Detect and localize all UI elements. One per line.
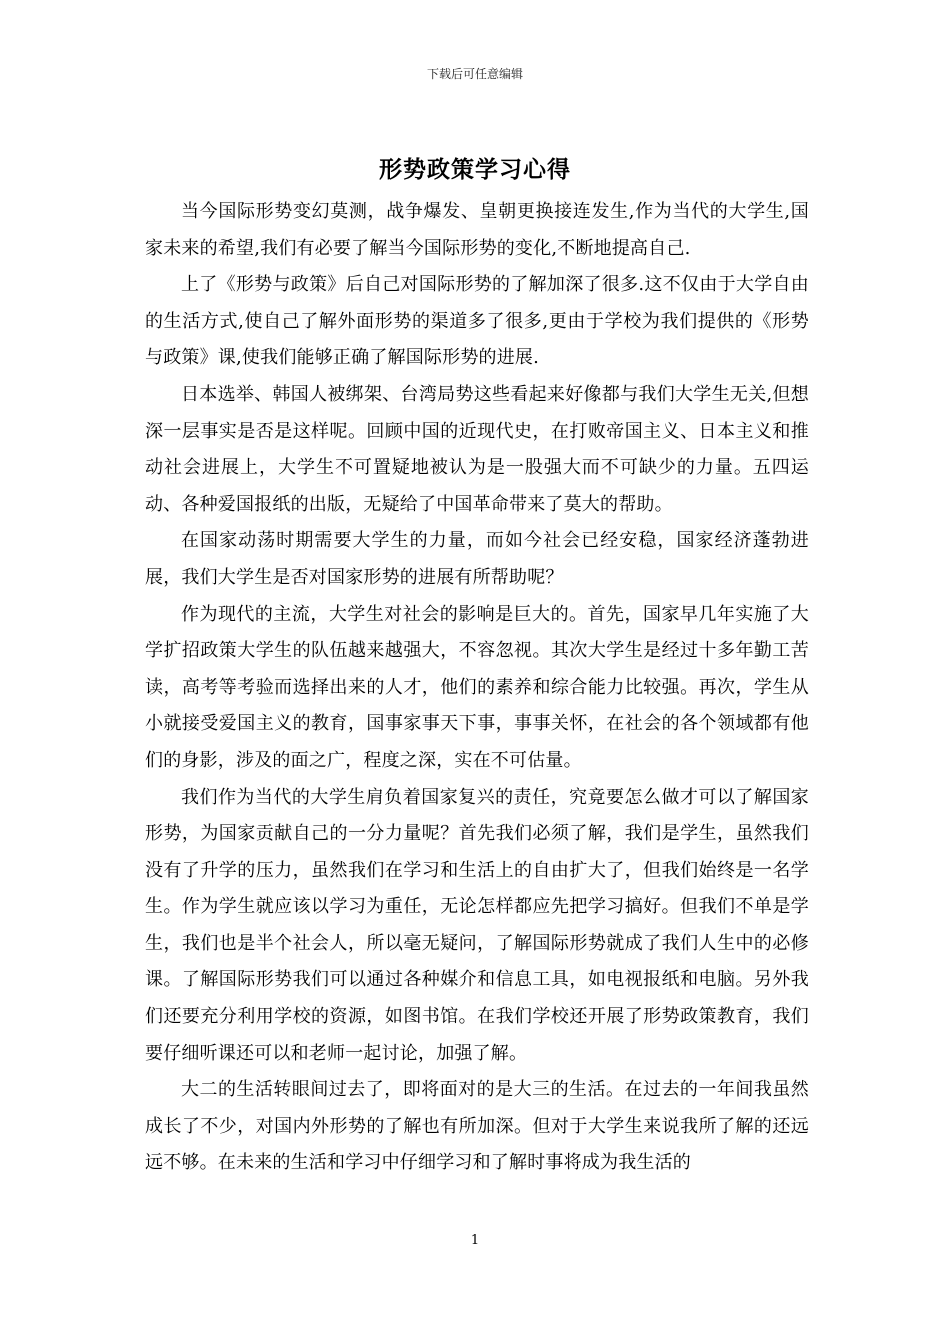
body-paragraph: 日本选举、韩国人被绑架、台湾局势这些看起来好像都与我们大学生无关,但想深一层事实是否是这样呢。回顾中国的近现代史，在打败帝国主义、日本主义和推动社会进展上，大学生不可置疑地被认为是一股强大而不可缺少的力量。五四运动、各种爱国报纸的出版，无疑给了中国革命带来了莫大的帮助。 bbox=[145, 383, 809, 515]
body-paragraph: 我们作为当代的大学生肩负着国家复兴的责任，究竟要怎么做才可以了解国家形势，为国家贡献自己的一分力量呢？首先我们必须了解，我们是学生，虽然我们没有了升学的压力，虽然我们在学习和生活上的自由扩大了，但我们始终是一名学生。作为学生就应该以学习为重任，无论怎样都应先把学习搞好。但我们不单是学生，我们也是半个社会人，所以毫无疑问，了解国际形势就成了我们人生中的必修课。了解国际形势我们可以通过各种媒介和信息工具，如电视报纸和电脑。另外我们还要充分利用学校的资源，如图书馆。在我们学校还开展了形势政策教育，我们要仔细听课还可以和老师一起讨论，加强了解。 bbox=[145, 786, 809, 1064]
body-paragraph: 当今国际形势变幻莫测，战争爆发、皇朝更换接连发生,作为当代的大学生,国家未来的希望,我们有必要了解当今国际形势的变化,不断地提高自己. bbox=[145, 201, 809, 259]
page-number: 1 bbox=[470, 1233, 480, 1248]
body-paragraph: 在国家动荡时期需要大学生的力量，而如今社会已经安稳，国家经济蓬勃进展，我们大学生是否对国家形势的进展有所帮助呢？ bbox=[145, 530, 809, 588]
document-body bbox=[145, 194, 809, 1182]
document-title: 形势政策学习心得 bbox=[379, 156, 571, 183]
page-header: 下载后可任意编辑 bbox=[426, 67, 523, 81]
body-paragraph: 作为现代的主流，大学生对社会的影响是巨大的。首先，国家早几年实施了大学扩招政策大学生的队伍越来越强大，不容忽视。其次大学生是经过十多年勤工苦读，高考等考验而选择出来的人才，他们的素养和综合能力比较强。再次，学生从小就接受爱国主义的教育，国事家事天下事，事事关怀，在社会的各个领域都有他们的身影，涉及的面之广，程度之深，实在不可估量。 bbox=[145, 603, 809, 771]
body-paragraph: 上了《形势与政策》后自己对国际形势的了解加深了很多.这不仅由于大学自由的生活方式,使自己了解外面形势的渠道多了很多,更由于学校为我们提供的《形势与政策》课,使我们能够正确了解国际形势的进展. bbox=[145, 274, 809, 369]
body-paragraph: 大二的生活转眼间过去了，即将面对的是大三的生活。在过去的一年间我虽然成长了不少，对国内外形势的了解也有所加深。但对于大学生来说我所了解的还远远不够。在未来的生活和学习中仔细学习和了解时事将成为我生活的 bbox=[145, 1079, 809, 1174]
